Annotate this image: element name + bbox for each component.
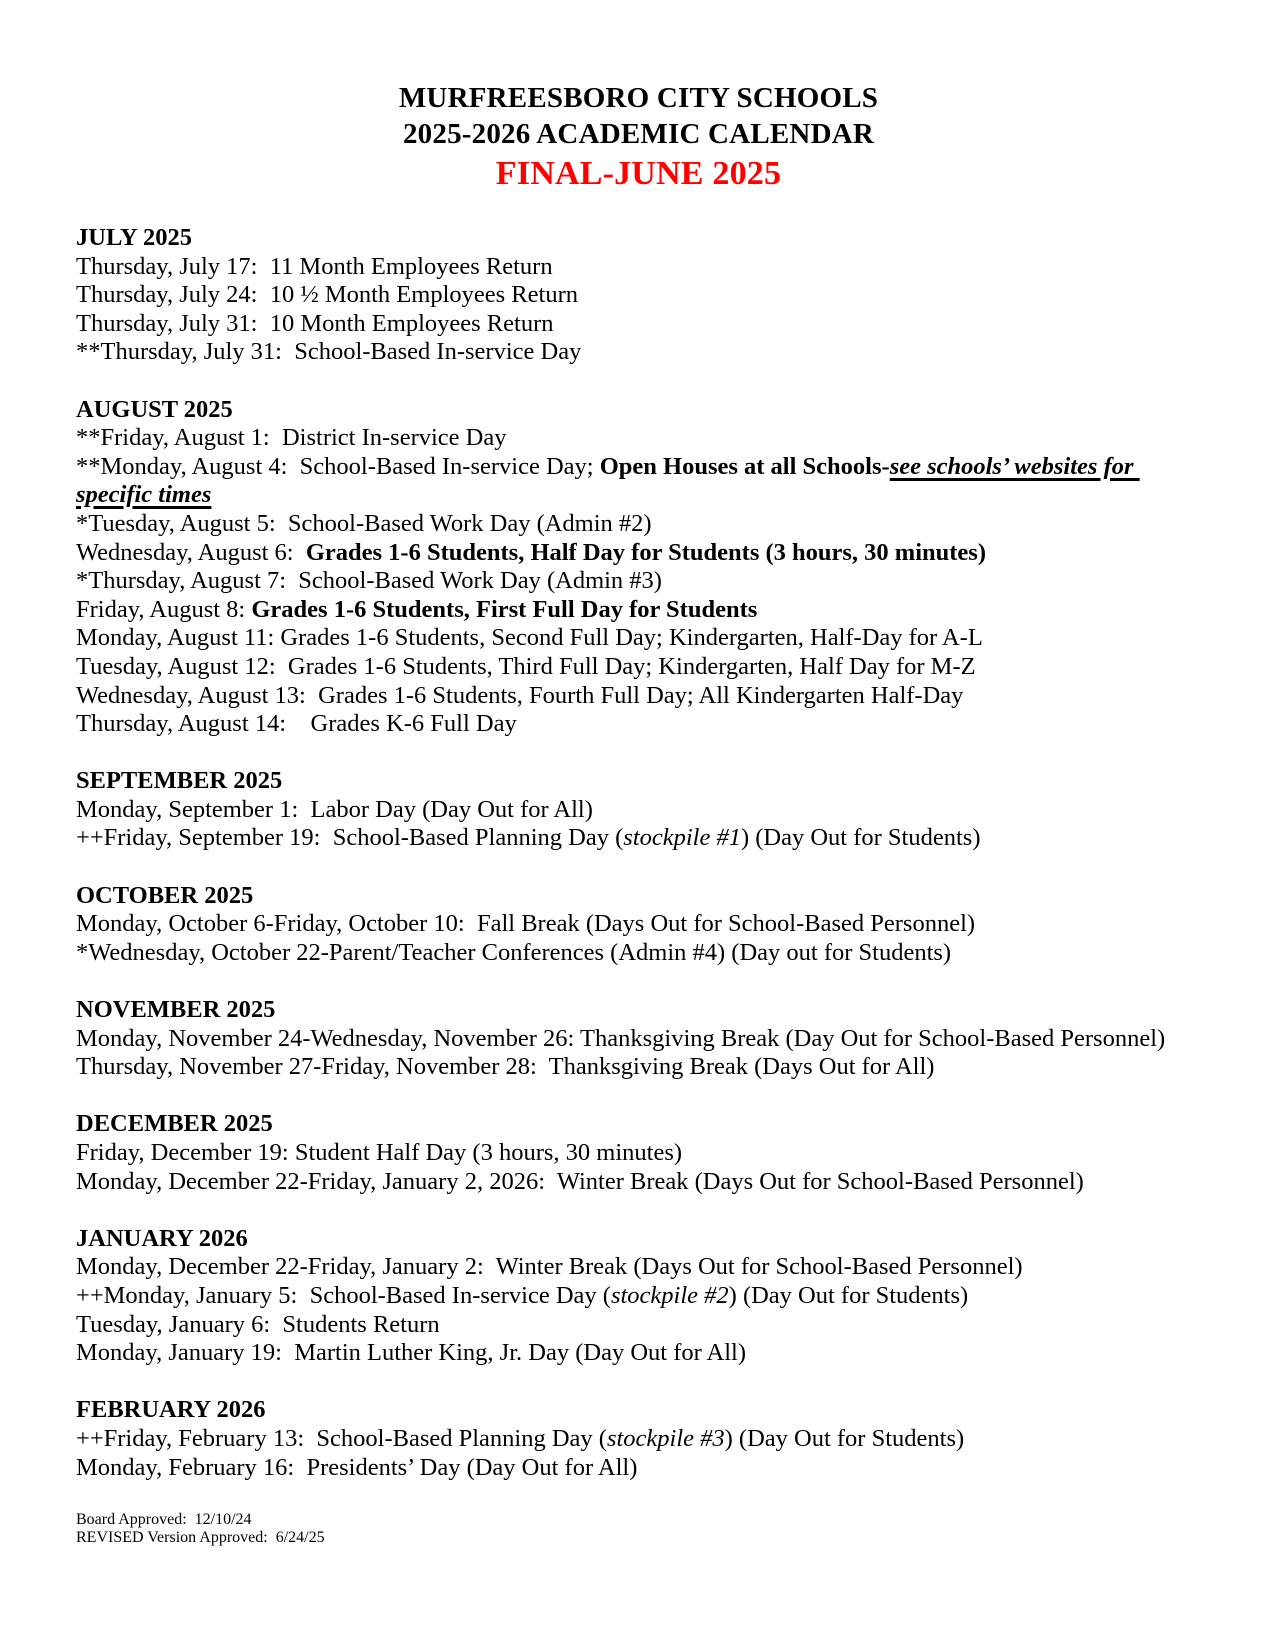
- calendar-sections: [76, 224, 1201, 1482]
- calendar-section: [76, 1110, 1201, 1196]
- text-run: ++Friday, February 13: School-Based Planning Day (: [76, 1424, 607, 1452]
- approval-line: REVISED Version Approved: 6/24/25: [76, 1528, 325, 1546]
- calendar-event-line: [76, 710, 1201, 739]
- text-run: Wednesday, August 13: Grades 1-6 Students, Fourth Full Day; All Kindergarten Half-Day: [76, 681, 964, 709]
- text-run: stockpile #1: [623, 824, 741, 852]
- calendar-event-line: [76, 596, 1201, 625]
- month-heading: JANUARY 2026: [76, 1224, 248, 1252]
- calendar-event-line: [76, 1053, 1201, 1082]
- text-run: Grades 1-6 Students, Half Day for Students (3 hours, 30 minutes): [305, 538, 986, 566]
- calendar-section: [76, 224, 1201, 367]
- text-run: Thursday, July 31: 10 Month Employees Return: [76, 309, 554, 337]
- calendar-event-line: [76, 567, 1201, 596]
- district-title: MURFREESBORO CITY SCHOOLS: [398, 82, 879, 114]
- text-run: Monday, November 24-Wednesday, November 26: Thanksgiving Break (Day Out for School-Based Personnel): [76, 1024, 1166, 1052]
- text-run: Thursday, July 17: 11 Month Employees Return: [76, 252, 553, 280]
- month-heading: SEPTEMBER 2025: [76, 767, 283, 795]
- calendar-event-line: [76, 1454, 1201, 1483]
- month-heading: DECEMBER 2025: [76, 1110, 273, 1138]
- calendar-event-line: [76, 281, 1201, 310]
- month-heading: OCTOBER 2025: [76, 881, 254, 909]
- approval-footer: [76, 1511, 1201, 1547]
- month-heading: JULY 2025: [76, 224, 192, 251]
- calendar-event-line: [76, 539, 1201, 568]
- text-run: Monday, December 22-Friday, January 2, 2026: Winter Break (Days Out for School-Based Personnel): [76, 1167, 1084, 1195]
- text-run: Monday, February 16: Presidents’ Day (Day Out for All): [76, 1453, 638, 1481]
- text-run: **Monday, August 4: School-Based In-service Day;: [76, 452, 600, 480]
- text-run: stockpile #2: [610, 1281, 729, 1309]
- text-run: *Thursday, August 7: School-Based Work Day (Admin #3): [76, 567, 662, 595]
- calendar-event-line: [76, 1282, 1201, 1311]
- calendar-event-line: [76, 653, 1201, 682]
- calendar-event-line: [76, 824, 1201, 853]
- calendar-event-line: [76, 453, 1201, 510]
- calendar-event-line: [76, 510, 1201, 539]
- document-header: [76, 80, 1201, 196]
- version-title: FINAL-JUNE 2025: [495, 155, 782, 192]
- text-run: *Tuesday, August 5: School-Based Work Day (Admin #2): [76, 509, 652, 537]
- calendar-event-line: [76, 796, 1201, 825]
- text-run: ) (Day Out for Students): [728, 1281, 969, 1309]
- text-run: **Thursday, July 31: School-Based In-service Day: [76, 338, 582, 366]
- text-run: Wednesday, August 6:: [76, 538, 306, 566]
- calendar-event-line: [76, 624, 1201, 653]
- calendar-event-line: [76, 338, 1201, 367]
- calendar-event-line: [76, 1339, 1201, 1368]
- text-run: Friday, August 8:: [76, 595, 252, 623]
- text-run: ) (Day Out for Students): [740, 824, 981, 852]
- text-run: Monday, January 19: Martin Luther King, Jr. Day (Day Out for All): [76, 1339, 746, 1367]
- calendar-event-line: [76, 310, 1201, 339]
- approval-line: Board Approved: 12/10/24: [76, 1510, 252, 1528]
- calendar-section: [76, 767, 1201, 853]
- text-run: Thursday, November 27-Friday, November 28: Thanksgiving Break (Days Out for All): [76, 1053, 935, 1081]
- text-run: Tuesday, August 12: Grades 1-6 Students, Third Full Day; Kindergarten, Half Day for M-Z: [76, 652, 976, 680]
- calendar-event-line: [76, 1253, 1201, 1282]
- calendar-section: [76, 1396, 1201, 1482]
- text-run: *Wednesday, October 22-Parent/Teacher Conferences (Admin #4) (Day out for Students): [76, 938, 952, 966]
- text-run: ) (Day Out for Students): [724, 1424, 965, 1452]
- calendar-section: [76, 882, 1201, 968]
- calendar-event-line: [76, 682, 1201, 711]
- calendar-event-line: [76, 910, 1201, 939]
- calendar-event-line: [76, 1311, 1201, 1340]
- calendar-event-line: [76, 1425, 1201, 1454]
- text-run: see schools’ websites for specific times: [76, 452, 1140, 509]
- month-heading: AUGUST 2025: [76, 395, 233, 423]
- text-run: ++Friday, September 19: School-Based Planning Day (: [76, 824, 624, 852]
- text-run: Monday, August 11: Grades 1-6 Students, Second Full Day; Kindergarten, Half-Day for A-L: [76, 624, 983, 652]
- calendar-year-title: 2025-2026 ACADEMIC CALENDAR: [402, 118, 874, 150]
- text-run: Open Houses at all Schools-: [599, 452, 890, 480]
- calendar-event-line: [76, 939, 1201, 968]
- text-run: Grades 1-6 Students, First Full Day for Students: [251, 595, 758, 623]
- text-run: Tuesday, January 6: Students Return: [76, 1310, 440, 1338]
- calendar-section: [76, 396, 1201, 739]
- calendar-section: [76, 996, 1201, 1082]
- text-run: stockpile #3: [606, 1424, 725, 1452]
- month-heading: NOVEMBER 2025: [76, 996, 276, 1024]
- text-run: ++Monday, January 5: School-Based In-service Day (: [76, 1281, 611, 1309]
- text-run: Friday, December 19: Student Half Day (3 hours, 30 minutes): [76, 1139, 683, 1166]
- calendar-section: [76, 1225, 1201, 1368]
- calendar-event-line: [76, 1139, 1201, 1168]
- text-run: Monday, December 22-Friday, January 2: Winter Break (Days Out for School-Based Personnel): [76, 1253, 1023, 1281]
- text-run: **Friday, August 1: District In-service Day: [76, 424, 507, 452]
- month-heading: FEBRUARY 2026: [76, 1396, 266, 1424]
- text-run: Monday, October 6-Friday, October 10: Fall Break (Days Out for School-Based Personnel): [76, 910, 976, 938]
- text-run: Thursday, July 24: 10 ½ Month Employees Return: [76, 281, 578, 309]
- calendar-event-line: [76, 1025, 1201, 1054]
- text-run: Monday, September 1: Labor Day (Day Out for All): [76, 795, 593, 823]
- calendar-event-line: [76, 424, 1201, 453]
- text-run: Thursday, August 14: Grades K-6 Full Day: [76, 710, 517, 738]
- calendar-event-line: [76, 1168, 1201, 1197]
- calendar-event-line: [76, 253, 1201, 282]
